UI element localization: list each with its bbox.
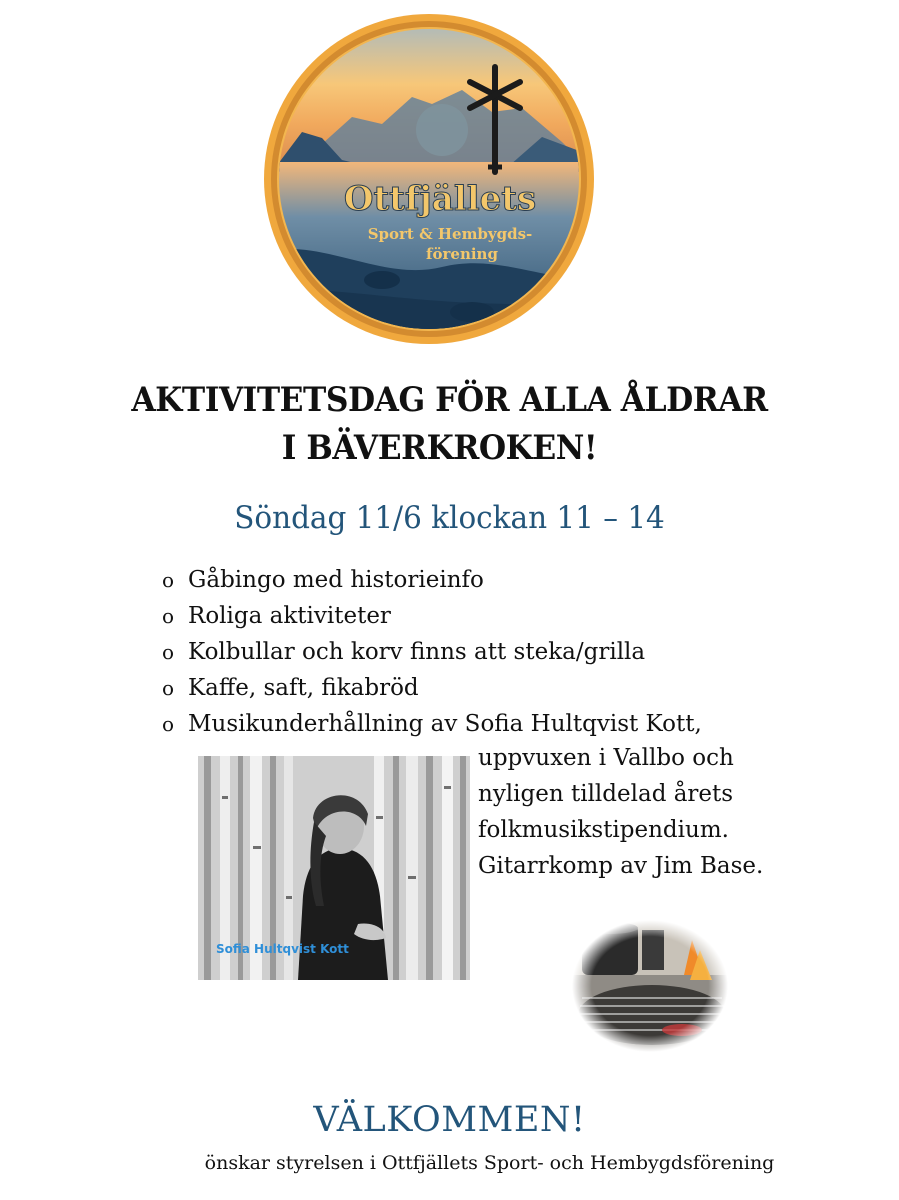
bullet-icon: o (162, 712, 175, 736)
event-date: Söndag 11/6 klockan 11 – 14 (234, 500, 665, 536)
list-item (162, 706, 702, 742)
logo-title: Ottfjällets (343, 179, 537, 219)
grill-photo (572, 920, 728, 1052)
artist-caption: Sofia Hultqvist Kott (216, 942, 349, 956)
welcome-heading: VÄLKOMMEN! (313, 1100, 586, 1140)
list-item-text: Roliga aktiviteter (188, 603, 391, 629)
artist-description-line: nyligen tilldelad årets (478, 781, 734, 807)
list-item-text: Musikunderhållning av Sofia Hultqvist Kott, (188, 711, 702, 737)
bullet-icon: o (162, 640, 175, 664)
headline-line-2: I BÄVERKROKEN! (281, 428, 598, 468)
artist-description-line: Gitarrkomp av Jim Base. (478, 853, 764, 879)
cooking-pan-photo (555, 543, 797, 633)
bullet-icon: o (162, 676, 175, 700)
logo-subtitle-2: förening (426, 245, 498, 263)
list-item-text: Gåbingo med historieinfo (188, 567, 484, 593)
bullet-icon: o (162, 604, 175, 628)
list-item-text: Kolbullar och korv finns att steka/grilla (188, 639, 646, 665)
headline-line-1: AKTIVITETSDAG FÖR ALLA ÅLDRAR (131, 380, 768, 420)
artist-description-line: folkmusikstipendium. (478, 817, 729, 843)
logo-subtitle-1: Sport & Hembygds- (367, 225, 533, 243)
signoff-text: önskar styrelsen i Ottfjällets Sport- och Hembygdsförening (204, 1152, 775, 1174)
artist-description-line: uppvuxen i Vallbo och (478, 745, 734, 771)
club-logo (262, 12, 596, 346)
list-item (162, 634, 702, 670)
list-item (162, 670, 702, 706)
artist-photo (198, 756, 470, 980)
artist-description (478, 740, 763, 884)
list-item-text: Kaffe, saft, fikabröd (188, 675, 419, 701)
bullet-icon: o (162, 568, 175, 592)
